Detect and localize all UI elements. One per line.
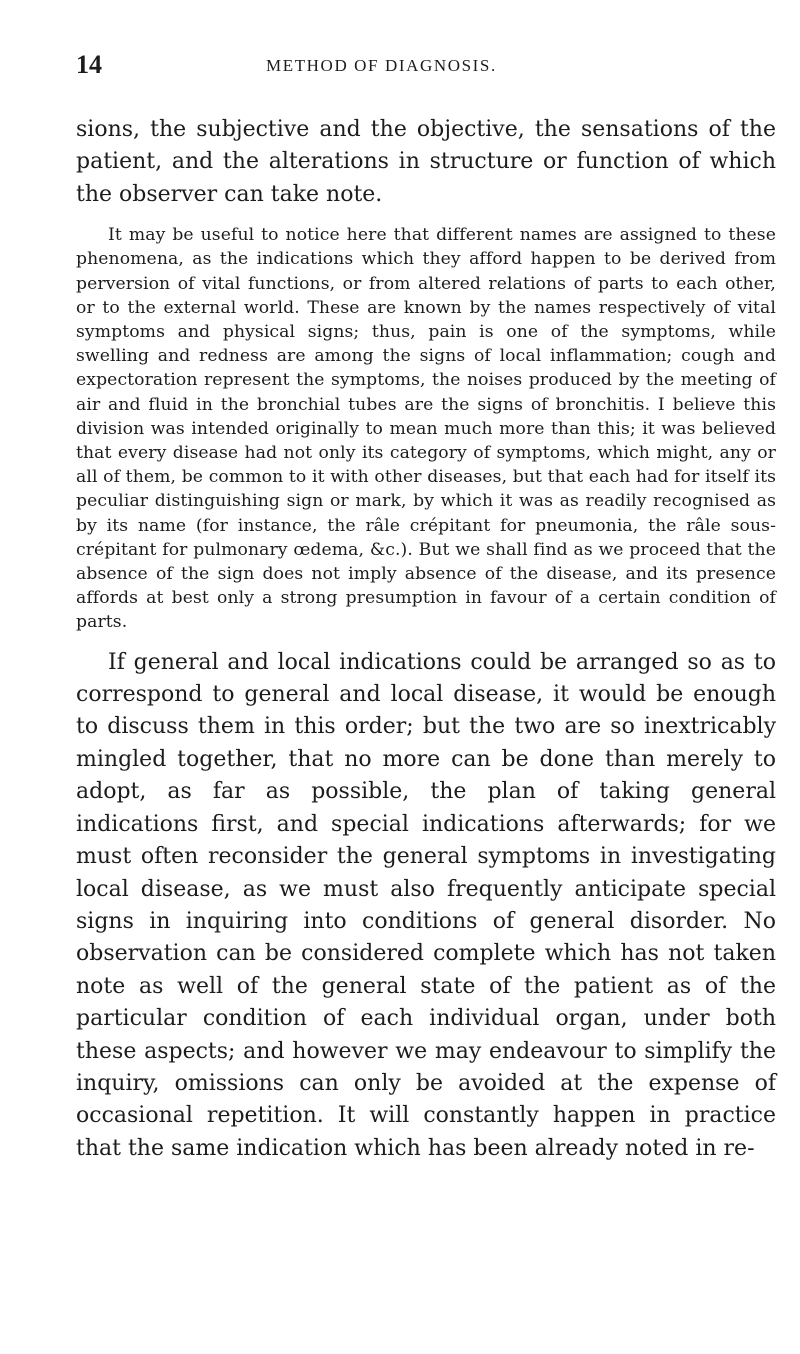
paragraph-continuation: sions, the subjective and the objective, the sensations of the patient, and the alterations in structure or function of which the observer can take note. (76, 117, 776, 207)
page-number: 14 (76, 50, 102, 79)
page-header (76, 50, 776, 90)
body-text (76, 114, 776, 1165)
paragraph-small-print: It may be useful to notice here that different names are assigned to these phenomena, as the indications which they afford happen to be derived from perversion of vital functions, or from altered relations of parts to each other, or to the external world. These are known by the names respectively of vital symptoms and physical signs; thus, pain is one of the symptoms, while swelling and redness are among the signs of local inflammation; cough and expectoration represent the symptoms, the noises produced by the meeting of air and fluid in the bronchial tubes are the signs of bronchitis. I believe this division was intended originally to mean much more than this; it was believed that every disease had not only its category of symptoms, which might, any or all of them, be common to it with other diseases, but that each had for itself its peculiar distinguishing sign or mark, by which it was as readily recognised as by its name (for instance, the râle crépitant for pneumonia, the râle sous-crépitant for pulmonary œdema, &c.). But we shall find as we proceed that the absence of the sign does not imply absence of the disease, and its presence affords at best only a strong presumption in favour of a certain condition of parts. (76, 225, 776, 633)
running-title: METHOD OF DIAGNOSIS. (266, 56, 497, 75)
paragraph-main: If general and local indications could be arranged so as to correspond to general and local disease, it would be enough to discuss them in this order; but the two are so inextricably mingled together, that no more can be done than merely to adopt, as far as possible, the plan of taking general indications first, and special indications afterwards; for we must often reconsider the general symptoms in investigating local disease, as we must also frequently anticipate special signs in inquiring into conditions of general disorder. No observation can be considered complete which has not taken note as well of the general state of the patient as of the particular condition of each individual organ, under both these aspects; and however we may endeavour to simplify the inquiry, omissions can only be avoided at the expense of occasional repetition. It will constantly happen in practice that the same indication which has been already noted in re- (76, 649, 776, 1161)
